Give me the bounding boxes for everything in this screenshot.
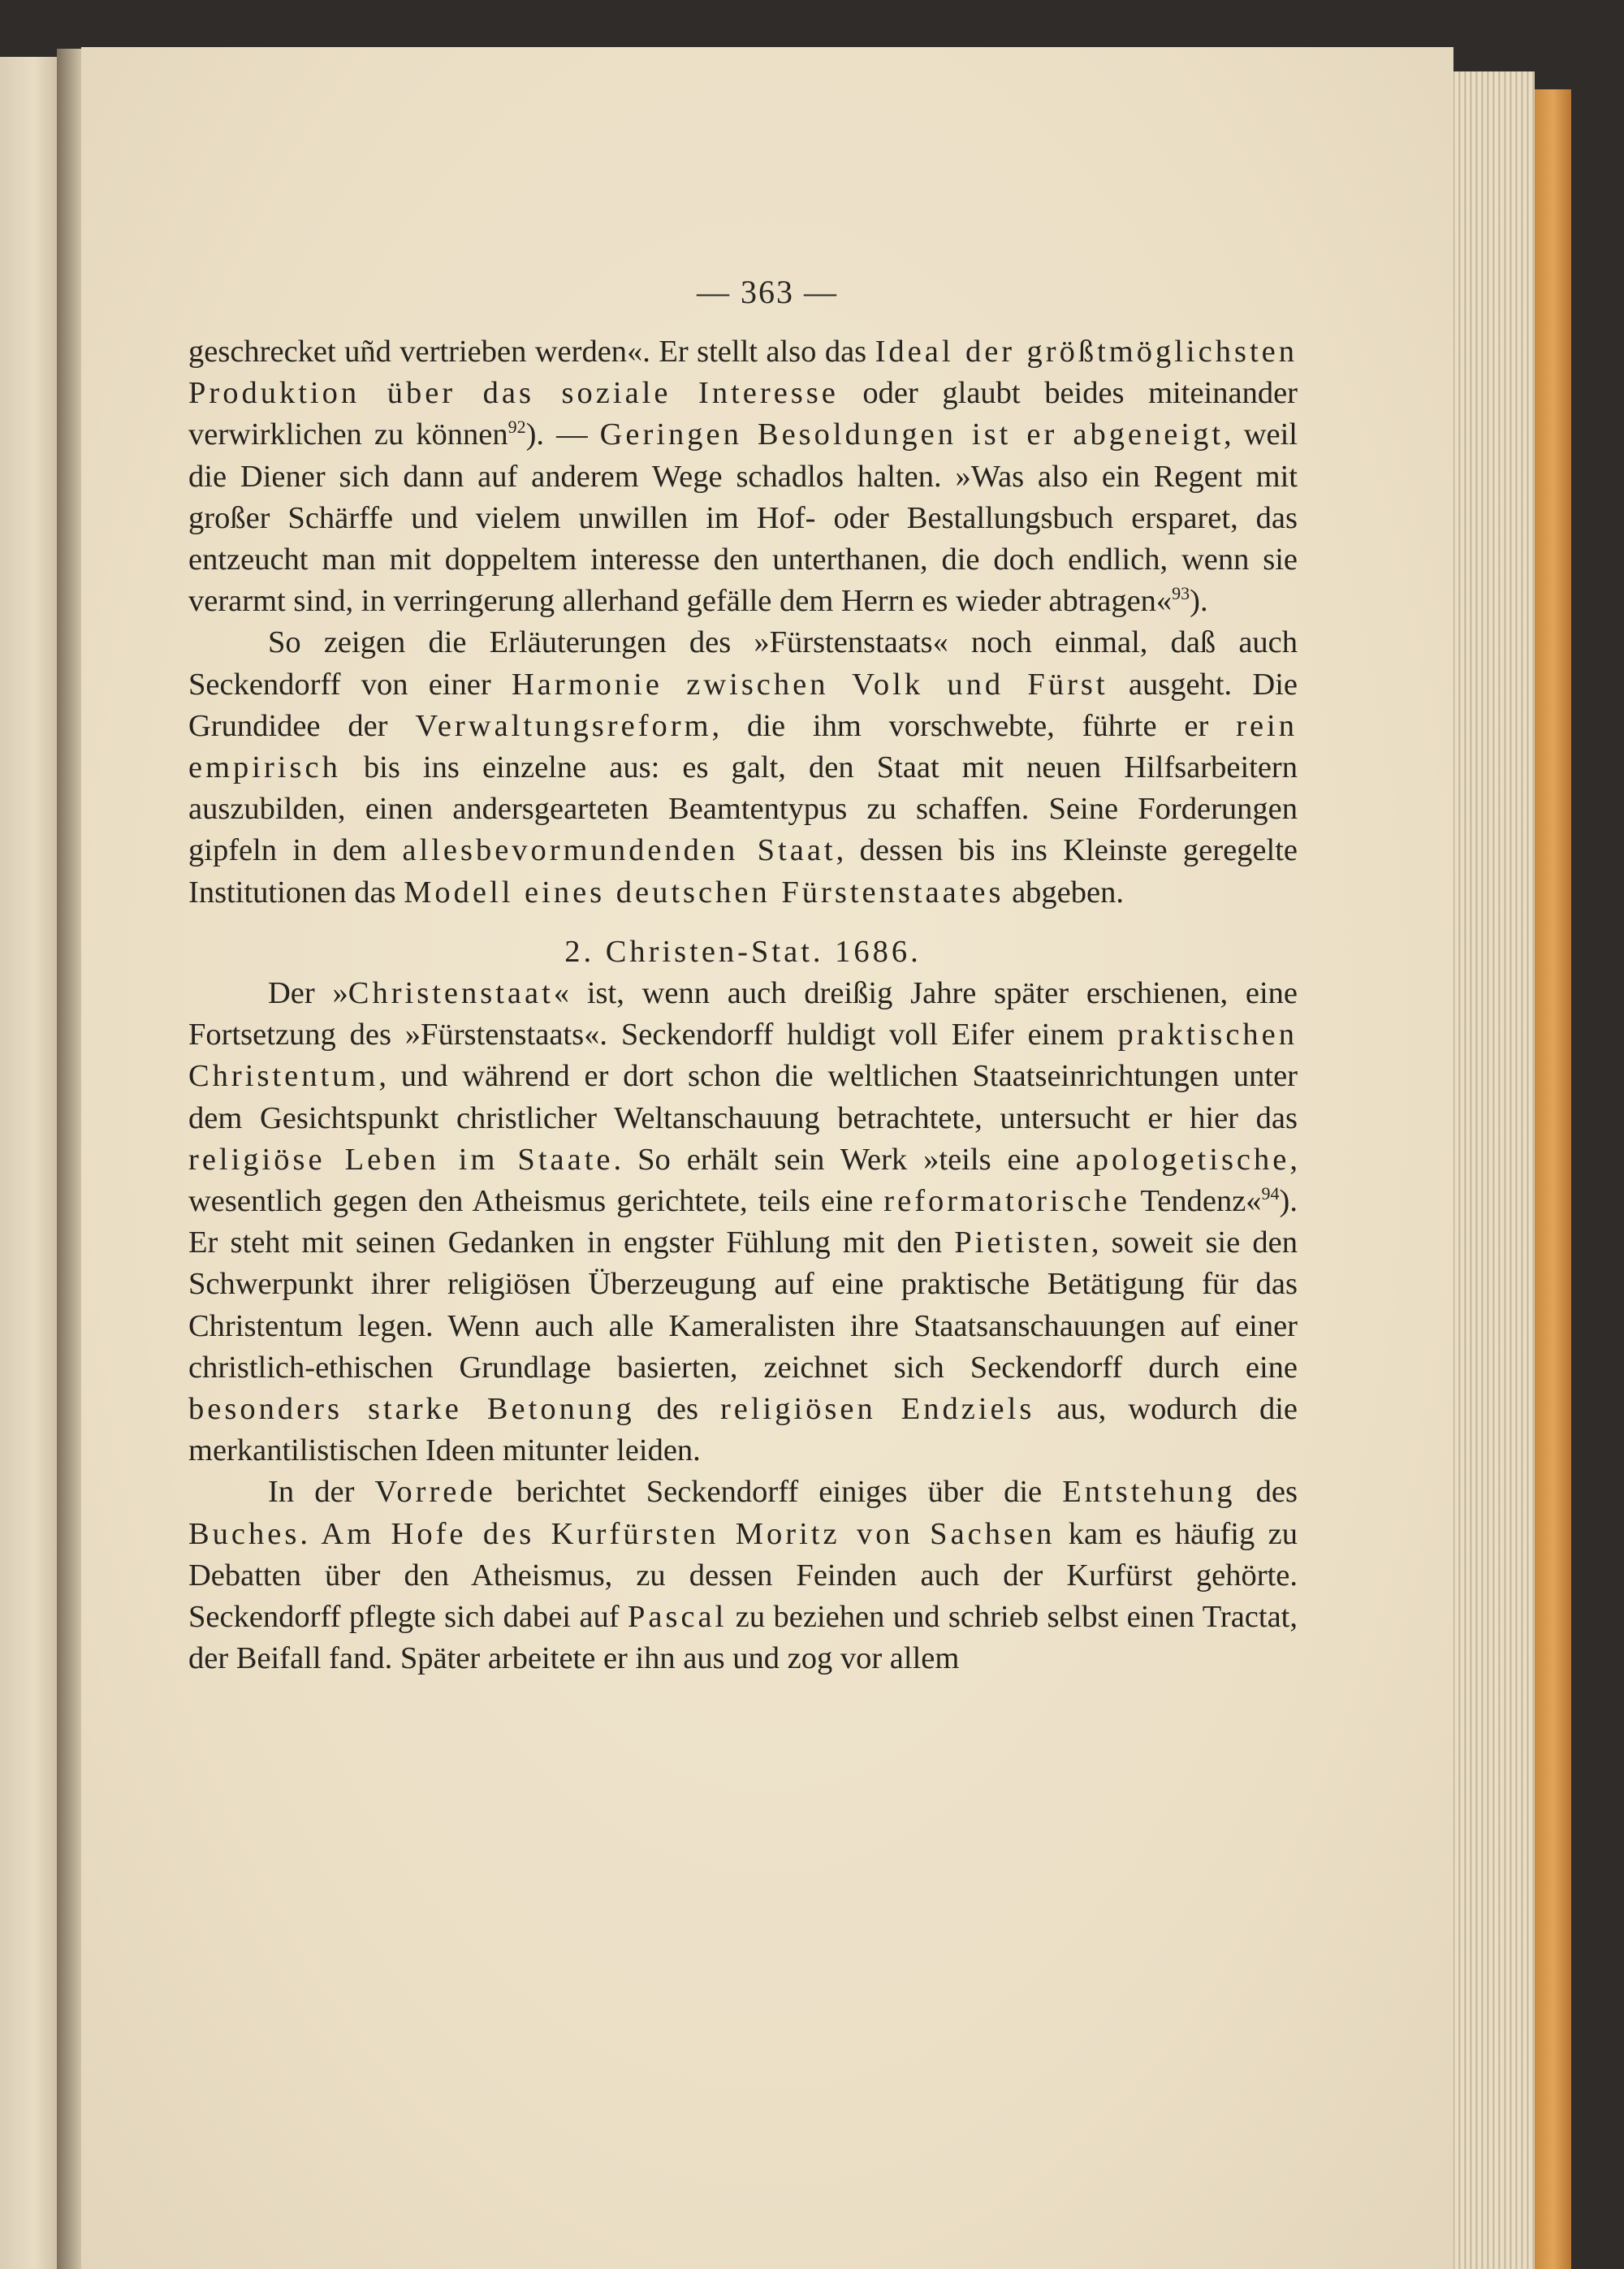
- text-run: geschrecket uñd vertrieben werden«. Er stellt also das: [188, 335, 875, 369]
- section-heading: [188, 931, 1298, 973]
- text-run: , dessen bis ins Kleinste geregelte Institutionen das: [188, 833, 1298, 910]
- text-run: ). —: [525, 417, 600, 452]
- emphasized-text: Harmonie zwischen Volk und Fürst: [512, 667, 1108, 702]
- body-text: [188, 331, 1298, 1680]
- text-run: des: [634, 1392, 720, 1427]
- paragraph: [188, 1472, 1298, 1679]
- text-run: ). Er steht mit seinen Gedanken in engster Fühlung mit den: [188, 1184, 1298, 1260]
- section-title: Christen-Stat.: [605, 934, 824, 969]
- emphasized-text: Geringen Besoldungen ist er abgeneigt: [599, 417, 1224, 452]
- text-run: bis ins einzelne aus: es galt, den Staat mit neuen Hilfsarbeitern auszubilden, einen andersgearteten Beamtentypus zu schaffen. Seine Forderungen gipfeln in dem: [188, 750, 1298, 868]
- footnote-ref: 92: [508, 417, 526, 438]
- text-run: berichtet Seckendorff einiges über die: [495, 1475, 1063, 1510]
- book-page: [81, 47, 1453, 2269]
- emphasized-text: Ideal der größtmöglichsten Produktion über das soziale Interesse: [188, 335, 1298, 411]
- emphasized-text: Entstehung: [1062, 1475, 1236, 1510]
- page-block-edges: [1449, 71, 1535, 2269]
- text-run: zu beziehen und schrieb selbst einen Tractat, der Beifall fand. Später arbeitete er ihn aus und zog vor allem: [188, 1600, 1298, 1676]
- emphasized-text: rein empirisch: [188, 708, 1298, 785]
- text-run: , soweit sie den Schwerpunkt ihrer religiösen Überzeugung auf eine praktische Betätigung für das Christentum legen. Wenn auch alle Kameralisten ihre Staatsanschauungen auf einer christlich-ethischen Grundlage basierten, zeichnet sich Seckendorff durch eine: [188, 1225, 1298, 1385]
- paragraph: [188, 973, 1298, 1472]
- emphasized-text: Christenstaat: [348, 976, 554, 1011]
- text-run: In der: [268, 1475, 375, 1510]
- text-run: , wesentlich gegen den Atheismus gerichtete, teils eine: [188, 1142, 1298, 1219]
- text-run: . So erhält sein Werk »teils eine: [613, 1142, 1076, 1177]
- emphasized-text: religiösen Endziels: [719, 1392, 1035, 1427]
- footnote-ref: 94: [1261, 1183, 1280, 1204]
- emphasized-text: apologetische: [1075, 1142, 1290, 1177]
- section-year: 1686.: [835, 934, 922, 969]
- emphasized-text: Am Hofe des Kurfürsten Moritz von Sachsen: [321, 1516, 1056, 1551]
- page-number: — 363 —: [697, 274, 838, 310]
- emphasized-text: praktischen Christentum: [188, 1018, 1298, 1094]
- footnote-ref: 93: [1172, 583, 1190, 604]
- section-number: 2.: [564, 934, 595, 969]
- text-run: oder glaubt beides miteinander verwirklichen zu können: [188, 376, 1298, 452]
- text-run: « ist, wenn auch dreißig Jahre später erschienen, eine Fortsetzung des »Fürstenstaats«. Seckendorff huldigt voll Eifer einem: [188, 976, 1298, 1052]
- cover-edge: [1535, 89, 1571, 2269]
- emphasized-text: Pascal: [627, 1600, 728, 1635]
- emphasized-text: Verwaltungsreform: [415, 708, 712, 743]
- emphasized-text: religiöse Leben im Staate: [188, 1142, 614, 1177]
- text-run: ).: [1190, 584, 1208, 619]
- emphasized-text: Pietisten: [954, 1225, 1091, 1260]
- emphasized-text: besonders starke Betonung: [188, 1392, 635, 1427]
- text-run: So zeigen die Erläuterungen des »Fürstenstaats« noch einmal, daß auch Seckendorff von einer: [188, 625, 1298, 702]
- text-run: Der »: [268, 976, 348, 1011]
- text-run: kam es häufig zu Debatten über den Atheismus, zu dessen Feinden auch der Kurfürst gehörte. Seckendorff pflegte sich dabei auf: [188, 1516, 1298, 1635]
- text-run: , und während er dort schon die weltlichen Staatseinrichtungen unter dem Gesichtspunkt christlicher Weltanschauung betrachtete, untersucht er hier das: [188, 1059, 1298, 1135]
- text-run: , weil die Diener sich dann auf anderem Wege schadlos halten. »Was also ein Regent mit großer Schärffe und vielem unwillen im Hof- oder Bestallungsbuch ersparet, das entzeucht man mit doppeltem interesse den unterthanen, die doch endlich, wenn sie verarmt sind, in verringerung allerhand gefälle dem Herrn es wieder abtragen«: [188, 417, 1298, 619]
- text-run: Tendenz«: [1130, 1184, 1262, 1219]
- text-run: aus, wodurch die merkantilistischen Ideen mitunter leiden.: [188, 1392, 1298, 1468]
- paragraph: [188, 331, 1298, 622]
- text-run: .: [300, 1516, 322, 1551]
- text-run: , die ihm vorschwebte, führte er: [711, 708, 1237, 743]
- emphasized-text: allesbevormundenden Staat: [402, 833, 836, 868]
- paragraph: [188, 622, 1298, 913]
- left-page-edge: [0, 57, 58, 2269]
- text-run: ausgeht. Die Grundidee der: [188, 667, 1298, 743]
- text-run: des: [1235, 1475, 1298, 1510]
- emphasized-text: Modell eines deutschen Fürstenstaates: [404, 875, 1004, 910]
- emphasized-text: Vorrede: [374, 1475, 496, 1510]
- emphasized-text: Buches: [188, 1516, 300, 1551]
- text-run: abgeben.: [1004, 875, 1124, 910]
- emphasized-text: reformatorische: [883, 1184, 1131, 1219]
